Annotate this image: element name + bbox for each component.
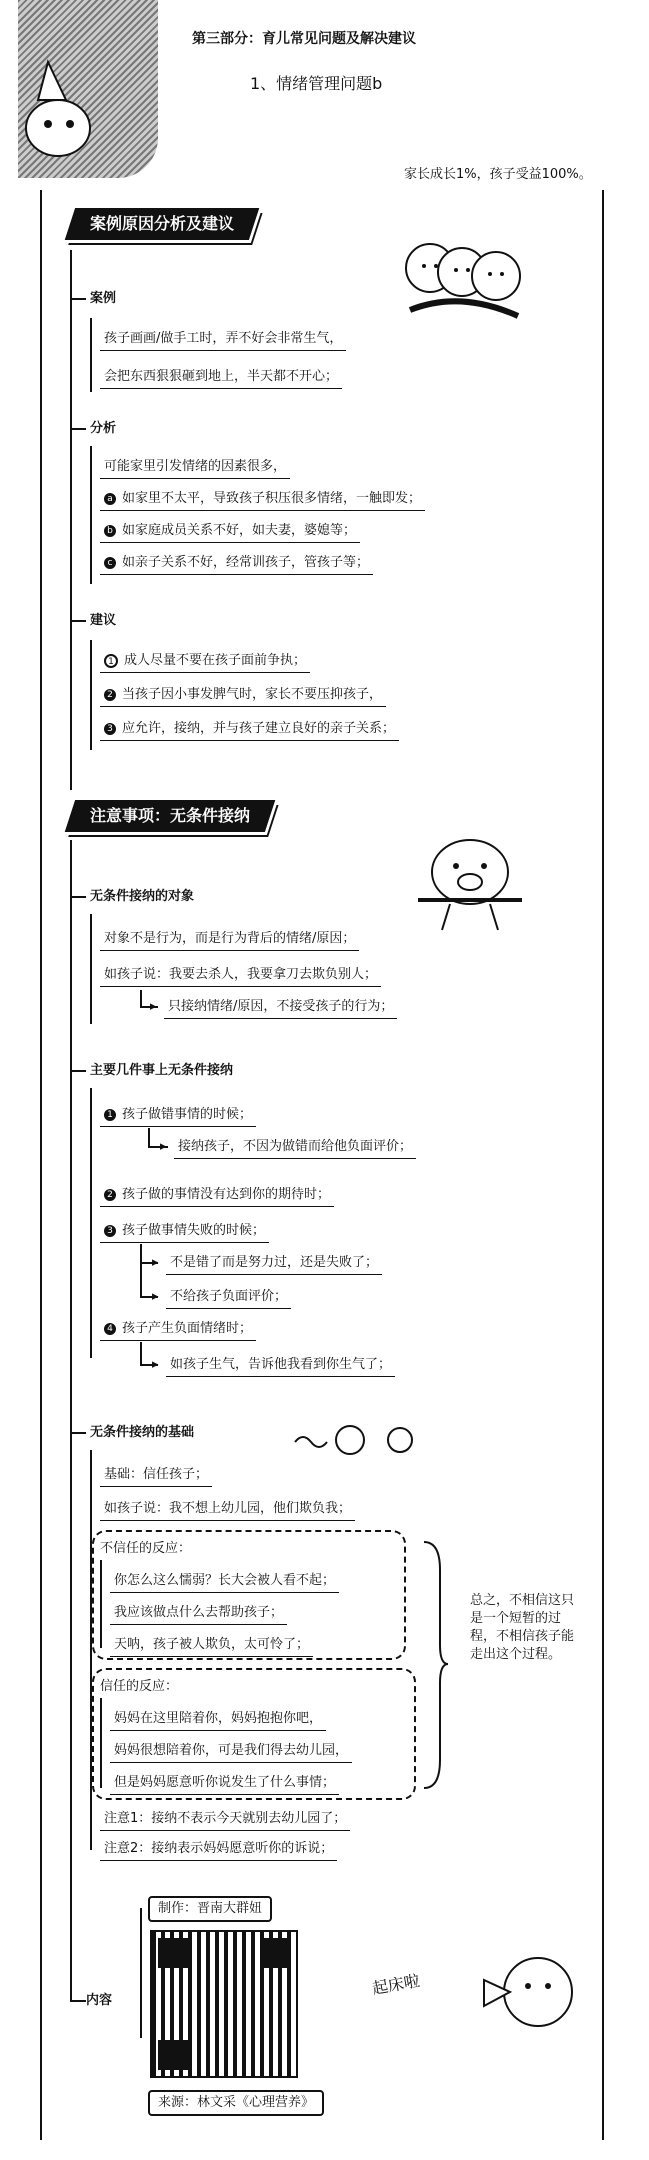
wake-up-doodle-text: 起床啦 (370, 1970, 422, 1999)
situation-4-sub: 如孩子生气，告诉他我看到你生气了； (166, 1356, 395, 1377)
circle-a-icon: a (104, 493, 116, 505)
case-label: 案例 (90, 291, 117, 306)
situation-1-sub: 接纳孩子，不因为做错而给他负面评价； (174, 1138, 416, 1159)
basis-label: 无条件接纳的基础 (90, 1425, 195, 1440)
arrow-right-icon: ▸ (152, 1255, 159, 1270)
advice-item-2: 2 当孩子因小事发脾气时，家长不要压抑孩子， (100, 686, 386, 707)
arrow-right-icon: ▸ (152, 1357, 159, 1372)
note-1: 注意1：接纳不表示今天就别去幼儿园了； (100, 1810, 350, 1831)
arrow-right-icon: ▸ (152, 1289, 159, 1304)
situation-3-sub-1: 不是错了而是努力过，还是失败了； (166, 1254, 382, 1275)
maker-box: 制作：晋南大群妞 (148, 1896, 272, 1922)
distrust-item-2: 我应该做点什么去帮助孩子； (110, 1604, 287, 1625)
object-label: 无条件接纳的对象 (90, 889, 195, 904)
case-line-2: 会把东西狠狠砸到地上，半天都不开心； (100, 368, 342, 389)
summary-text: 总之，不相信这只是一个短暂的过程，不相信孩子能走出这个过程。 (470, 1593, 575, 1662)
arrow-right-icon: ▸ (160, 1139, 167, 1154)
analysis-item-a: a 如家里不太平，导致孩子积压很多情绪，一触即发； (100, 490, 425, 511)
situation-item-3: 3 孩子做事情失败的时候； (100, 1222, 269, 1243)
basis-line-1: 基础：信任孩子； (100, 1466, 212, 1487)
three-bears-doodle (400, 228, 530, 328)
trust-item-2: 妈妈很想陪着你，可是我们得去幼儿园， (110, 1742, 352, 1763)
circle-c-icon: c (104, 557, 116, 569)
situations-label: 主要几件事上无条件接纳 (90, 1063, 234, 1078)
pig-holding-bar-doodle (410, 820, 530, 940)
situation-item-2: 2 孩子做的事情没有达到你的期待时； (100, 1186, 334, 1207)
header-illustration (18, 0, 158, 178)
trust-title: 信任的反应： (100, 1679, 179, 1694)
advice-label: 建议 (90, 613, 117, 628)
situation-3-sub-2: 不给孩子负面评价； (166, 1288, 291, 1309)
analysis-item-c: c 如亲子关系不好，经常训孩子，管孩子等； (100, 554, 373, 575)
distrust-title: 不信任的反应： (100, 1541, 192, 1556)
circle-1-icon: 1 (104, 654, 118, 668)
object-line-2: 如孩子说：我要去杀人，我要拿刀去欺负别人； (100, 966, 381, 987)
distrust-item-3: 天呐，孩子被人欺负，太可怜了； (110, 1636, 313, 1657)
advice-item-1: 1 成人尽量不要在孩子面前争执； (100, 652, 310, 673)
situation-item-1: 1 孩子做错事情的时候； (100, 1106, 256, 1127)
slogan: 家长成长1%，孩子受益100%。 (404, 167, 592, 182)
situation-item-4: 4 孩子产生负面情绪时； (100, 1320, 256, 1341)
arrow-right-icon: ▸ (150, 999, 157, 1014)
content-label: 内容 (86, 1993, 113, 2008)
trust-item-3: 但是妈妈愿意听你说发生了什么事情； (110, 1774, 339, 1795)
advice-item-3: 3 应允许，接纳，并与孩子建立良好的亲子关系； (100, 720, 399, 741)
topic-title: 1、情绪管理问题b (250, 74, 383, 93)
qr-code[interactable] (150, 1930, 298, 2078)
distrust-item-1: 你怎么这么懦弱？长大会被人看不起； (110, 1572, 339, 1593)
object-line-1: 对象不是行为，而是行为背后的情绪/原因； (100, 930, 359, 951)
circle-3-icon: 3 (104, 1225, 116, 1237)
small-doodles (290, 1420, 440, 1460)
bear-megaphone-doodle (440, 1940, 580, 2050)
analysis-intro: 可能家里引发情绪的因素很多， (100, 458, 290, 479)
circle-1-icon: 1 (104, 1109, 116, 1121)
basis-line-2: 如孩子说：我不想上幼儿园，他们欺负我； (100, 1500, 355, 1521)
note-2: 注意2：接纳表示妈妈愿意听你的诉说； (100, 1840, 337, 1861)
case-line-1: 孩子画画/做手工时，弄不好会非常生气， (100, 330, 346, 351)
circle-2-icon: 2 (104, 689, 116, 701)
circle-4-icon: 4 (104, 1323, 116, 1335)
analysis-item-b: b 如家庭成员关系不好，如夫妻，婆媳等； (100, 522, 360, 543)
section2-banner: 注意事项：无条件接纳 (65, 800, 275, 832)
circle-3-icon: 3 (104, 723, 116, 735)
circle-b-icon: b (104, 525, 116, 537)
source-box: 来源：林文采《心理营养》 (148, 2090, 324, 2116)
cat-illustration (18, 0, 158, 178)
analysis-label: 分析 (90, 421, 117, 436)
brace (420, 1540, 450, 1790)
section1-banner: 案例原因分析及建议 (65, 208, 259, 240)
part-title: 第三部分：育儿常见问题及解决建议 (192, 31, 416, 47)
circle-2-icon: 2 (104, 1189, 116, 1201)
trust-item-1: 妈妈在这里陪着你，妈妈抱抱你吧， (110, 1710, 326, 1731)
object-sub: 只接纳情绪/原因，不接受孩子的行为； (164, 998, 397, 1019)
